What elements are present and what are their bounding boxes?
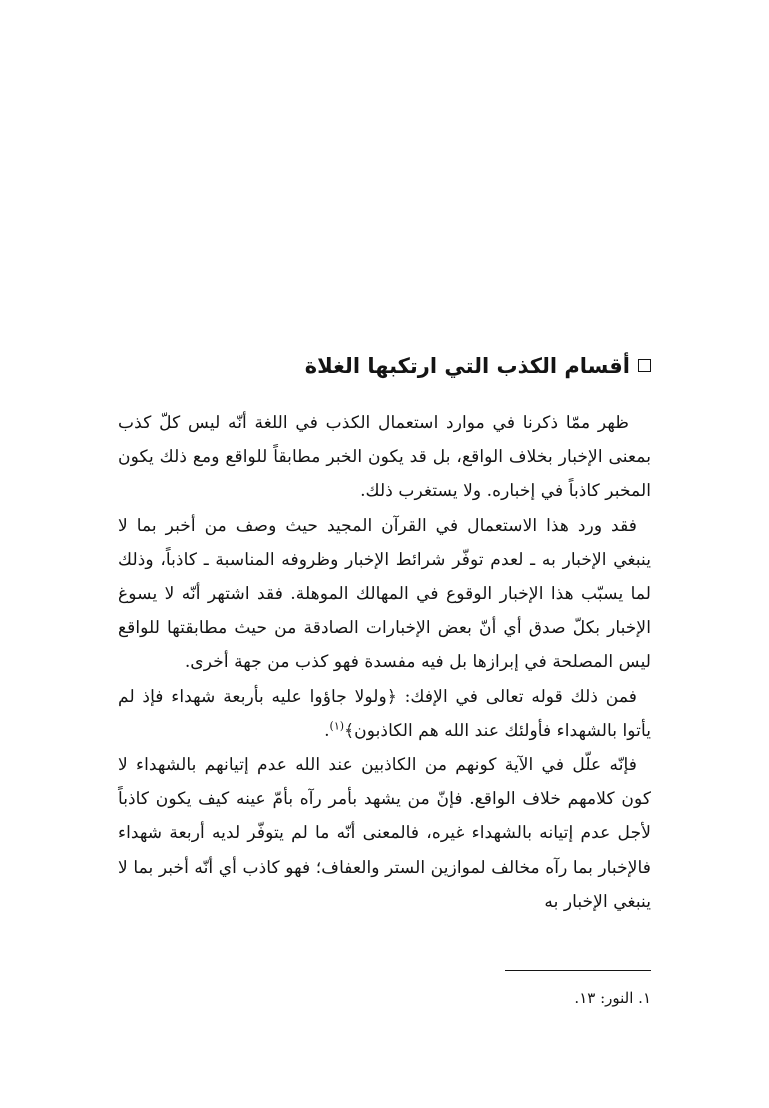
body-text <box>118 406 651 919</box>
quote-intro: فمن ذلك قوله تعالى في الإفك: <box>396 686 637 707</box>
quote-end: . <box>324 720 330 741</box>
paragraph-1: ظهر ممّا ذكرنا في موارد استعمال الكذب في اللغة أنّه ليس كلّ كذب بمعنى الإخبار بخلاف الواقع، بل قد يكون الخبر مطابقاً للواقع ومع ذلك يكون المخبر كاذباً في إخباره. ولا يستغرب ذلك. <box>118 413 651 502</box>
section-heading-text: أقسام الكذب التي ارتكبها الغلاة <box>304 354 630 378</box>
quote-paragraph <box>118 680 651 748</box>
footnote: ١. النور: ١٣. <box>574 989 651 1007</box>
section-heading <box>91 346 651 386</box>
footnote-marker: (١) <box>329 719 345 733</box>
paragraph-2: فقد ورد هذا الاستعمال في القرآن المجيد حيث وصف من أخبر بما لا ينبغي الإخبار به ـ لعدم توفّر شرائط الإخبار وظروفه المناسبة ـ كاذباً، وذلك لما يسبّب هذا الإخبار الوقوع في المهالك الموهلة. فقد اشتهر أنّه لا يسوغ الإخبار بكلّ صدق أي أنّ بعض الإخبارات الصادقة من حيث مطابقتها للواقع ليس المصلحة في إبرازها بل فيه مفسدة فهو كذب من جهة أخرى. <box>118 515 651 673</box>
heading-square-icon <box>638 359 651 372</box>
quran-verse: ﴿ولولا جاؤوا عليه بأربعة شهداء فإذ لم يأتوا بالشهداء فأولئك عند الله هم الكاذبون﴾ <box>118 686 651 741</box>
footnote-divider <box>505 970 651 971</box>
paragraph-final: فإنّه علّل في الآية كونهم من الكاذبين عند الله عدم إتيانهم بالشهداء لا كون كلامهم خلاف الواقع. فإنّ من يشهد بأمر رآه بأمّ عينه كيف يكون كاذباً لأجل عدم إتيانه بالشهداء غيره، فالمعنى أنّه ما لم يتوفّر لديه أربعة شهداء فالإخبار بما رآه مخالف لموازين الستر والعفاف؛ فهو كاذب أي أنّه أخبر بما لا ينبغي الإخبار به <box>118 755 651 912</box>
